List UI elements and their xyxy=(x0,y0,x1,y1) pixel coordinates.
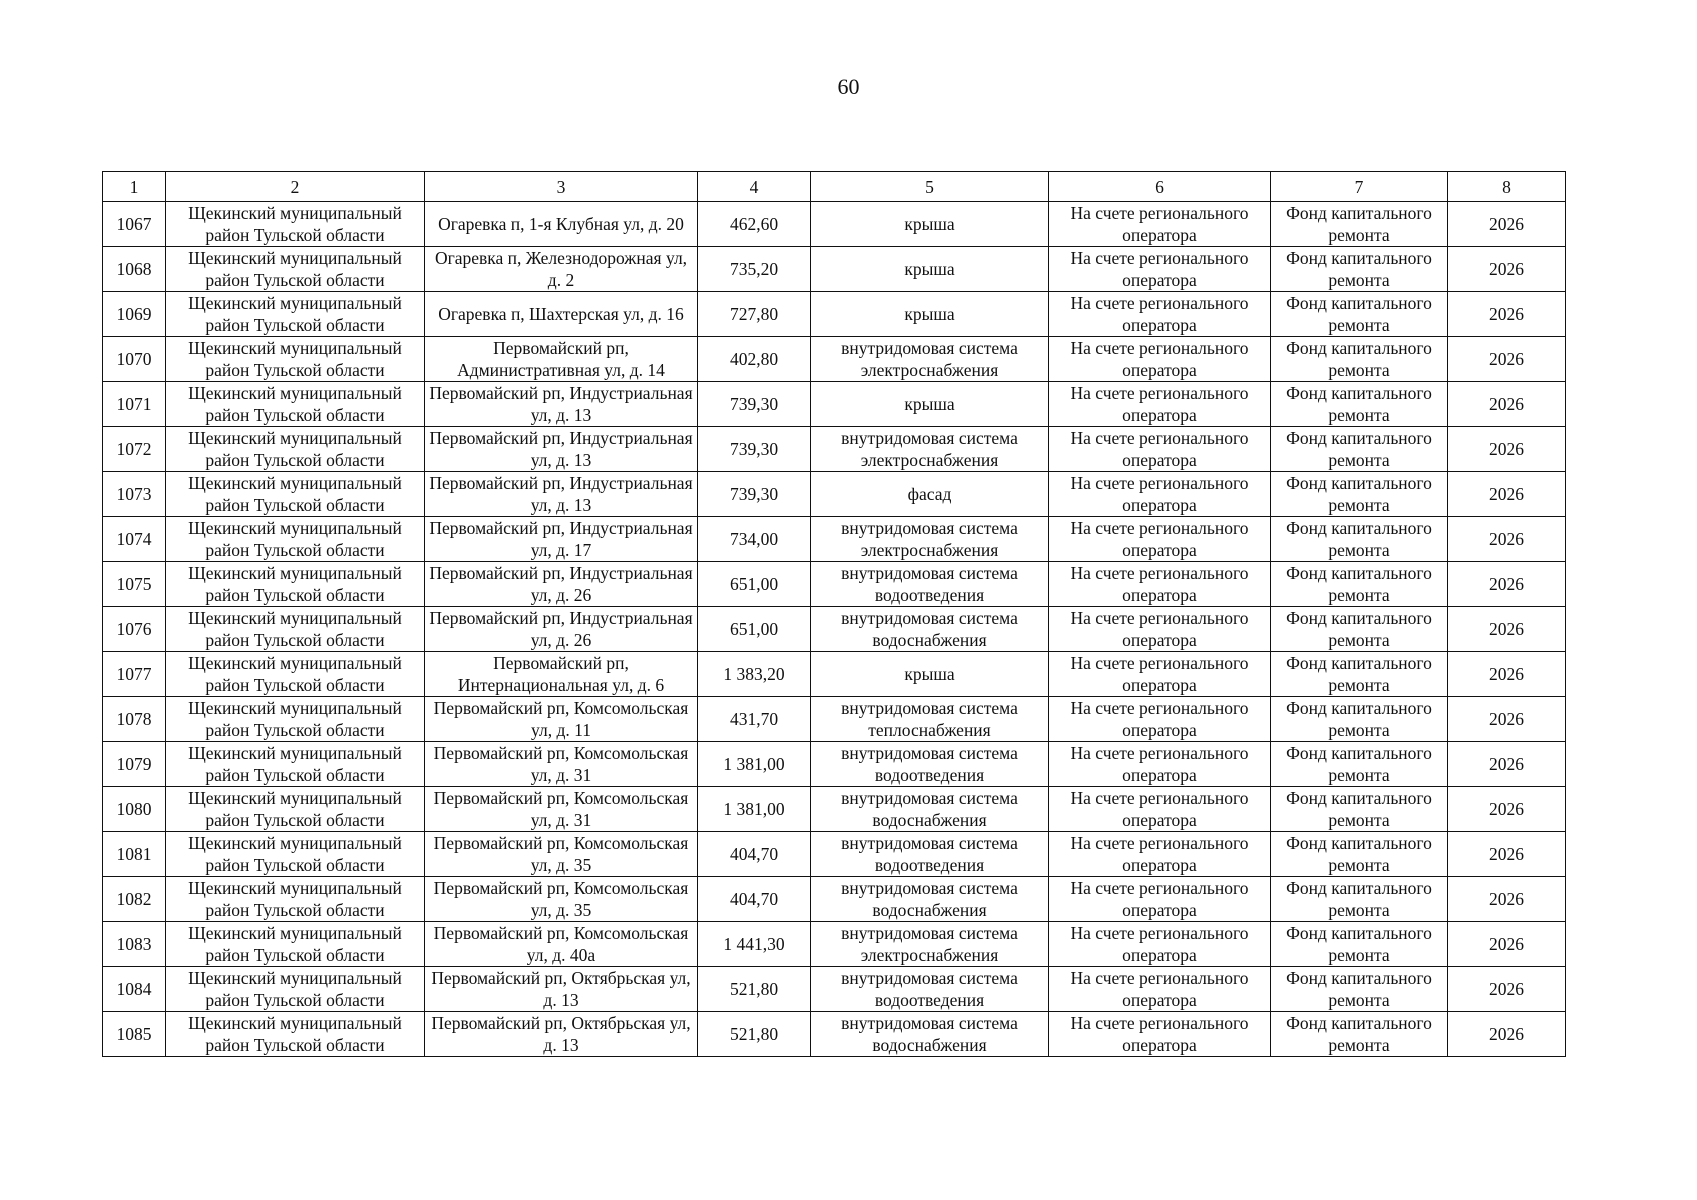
row-number-cell: 1081 xyxy=(103,832,166,877)
year-cell: 2026 xyxy=(1448,787,1566,832)
work-type-cell: внутридомовая система электроснабжения xyxy=(811,517,1049,562)
funding-source-cell: Фонд капитального ремонта xyxy=(1271,202,1448,247)
address-cell: Первомайский рп, Комсомольская ул, д. 11 xyxy=(425,697,698,742)
column-number-header: 3 xyxy=(425,172,698,202)
funding-source-cell: Фонд капитального ремонта xyxy=(1271,922,1448,967)
table-row xyxy=(103,292,1566,337)
area-cell: 1 441,30 xyxy=(698,922,811,967)
funding-account-cell: На счете регионального оператора xyxy=(1049,922,1271,967)
funding-source-cell: Фонд капитального ремонта xyxy=(1271,877,1448,922)
address-cell: Первомайский рп, Октябрьская ул, д. 13 xyxy=(425,1012,698,1057)
municipality-cell: Щекинский муниципальный район Тульской области xyxy=(166,247,425,292)
area-cell: 651,00 xyxy=(698,562,811,607)
municipality-cell: Щекинский муниципальный район Тульской области xyxy=(166,922,425,967)
year-cell: 2026 xyxy=(1448,922,1566,967)
work-type-cell: внутридомовая система водоснабжения xyxy=(811,607,1049,652)
funding-source-cell: Фонд капитального ремонта xyxy=(1271,742,1448,787)
funding-source-cell: Фонд капитального ремонта xyxy=(1271,787,1448,832)
municipality-cell: Щекинский муниципальный район Тульской области xyxy=(166,832,425,877)
funding-source-cell: Фонд капитального ремонта xyxy=(1271,562,1448,607)
area-cell: 735,20 xyxy=(698,247,811,292)
municipality-cell: Щекинский муниципальный район Тульской области xyxy=(166,742,425,787)
column-number-header: 2 xyxy=(166,172,425,202)
municipality-cell: Щекинский муниципальный район Тульской области xyxy=(166,562,425,607)
year-cell: 2026 xyxy=(1448,652,1566,697)
table-row xyxy=(103,742,1566,787)
funding-source-cell: Фонд капитального ремонта xyxy=(1271,472,1448,517)
header-row xyxy=(103,172,1566,202)
column-number-header: 1 xyxy=(103,172,166,202)
funding-source-cell: Фонд капитального ремонта xyxy=(1271,967,1448,1012)
funding-source-cell: Фонд капитального ремонта xyxy=(1271,382,1448,427)
municipality-cell: Щекинский муниципальный район Тульской области xyxy=(166,292,425,337)
table-row xyxy=(103,787,1566,832)
column-number-header: 4 xyxy=(698,172,811,202)
row-number-cell: 1067 xyxy=(103,202,166,247)
address-cell: Первомайский рп, Октябрьская ул, д. 13 xyxy=(425,967,698,1012)
funding-account-cell: На счете регионального оператора xyxy=(1049,607,1271,652)
address-cell: Первомайский рп, Индустриальная ул, д. 13 xyxy=(425,427,698,472)
work-type-cell: фасад xyxy=(811,472,1049,517)
funding-account-cell: На счете регионального оператора xyxy=(1049,517,1271,562)
table-row xyxy=(103,472,1566,517)
work-type-cell: внутридомовая система водоотведения xyxy=(811,742,1049,787)
municipality-cell: Щекинский муниципальный район Тульской области xyxy=(166,967,425,1012)
work-type-cell: крыша xyxy=(811,652,1049,697)
municipality-cell: Щекинский муниципальный район Тульской области xyxy=(166,652,425,697)
funding-account-cell: На счете регионального оператора xyxy=(1049,1012,1271,1057)
table-row xyxy=(103,202,1566,247)
year-cell: 2026 xyxy=(1448,697,1566,742)
area-cell: 727,80 xyxy=(698,292,811,337)
row-number-cell: 1077 xyxy=(103,652,166,697)
work-type-cell: крыша xyxy=(811,292,1049,337)
area-cell: 404,70 xyxy=(698,877,811,922)
year-cell: 2026 xyxy=(1448,832,1566,877)
year-cell: 2026 xyxy=(1448,292,1566,337)
year-cell: 2026 xyxy=(1448,382,1566,427)
year-cell: 2026 xyxy=(1448,337,1566,382)
funding-source-cell: Фонд капитального ремонта xyxy=(1271,652,1448,697)
work-type-cell: внутридомовая система водоотведения xyxy=(811,832,1049,877)
municipality-cell: Щекинский муниципальный район Тульской области xyxy=(166,877,425,922)
funding-source-cell: Фонд капитального ремонта xyxy=(1271,832,1448,877)
row-number-cell: 1073 xyxy=(103,472,166,517)
funding-account-cell: На счете регионального оператора xyxy=(1049,967,1271,1012)
municipality-cell: Щекинский муниципальный район Тульской области xyxy=(166,202,425,247)
column-number-header: 7 xyxy=(1271,172,1448,202)
funding-source-cell: Фонд капитального ремонта xyxy=(1271,1012,1448,1057)
column-number-header: 8 xyxy=(1448,172,1566,202)
municipality-cell: Щекинский муниципальный район Тульской области xyxy=(166,517,425,562)
table-row xyxy=(103,1012,1566,1057)
area-cell: 431,70 xyxy=(698,697,811,742)
table-row xyxy=(103,832,1566,877)
work-type-cell: крыша xyxy=(811,382,1049,427)
year-cell: 2026 xyxy=(1448,742,1566,787)
work-type-cell: внутридомовая система электроснабжения xyxy=(811,922,1049,967)
year-cell: 2026 xyxy=(1448,247,1566,292)
funding-account-cell: На счете регионального оператора xyxy=(1049,697,1271,742)
address-cell: Первомайский рп, Комсомольская ул, д. 31 xyxy=(425,742,698,787)
table-row xyxy=(103,427,1566,472)
row-number-cell: 1074 xyxy=(103,517,166,562)
year-cell: 2026 xyxy=(1448,967,1566,1012)
address-cell: Первомайский рп, Комсомольская ул, д. 40а xyxy=(425,922,698,967)
work-type-cell: внутридомовая система водоснабжения xyxy=(811,787,1049,832)
funding-account-cell: На счете регионального оператора xyxy=(1049,382,1271,427)
address-cell: Первомайский рп, Индустриальная ул, д. 26 xyxy=(425,607,698,652)
work-type-cell: внутридомовая система водоотведения xyxy=(811,967,1049,1012)
area-cell: 651,00 xyxy=(698,607,811,652)
work-type-cell: внутридомовая система электроснабжения xyxy=(811,427,1049,472)
funding-account-cell: На счете регионального оператора xyxy=(1049,472,1271,517)
work-type-cell: внутридомовая система водоотведения xyxy=(811,562,1049,607)
municipality-cell: Щекинский муниципальный район Тульской области xyxy=(166,382,425,427)
address-cell: Первомайский рп, Индустриальная ул, д. 13 xyxy=(425,382,698,427)
area-cell: 404,70 xyxy=(698,832,811,877)
area-cell: 521,80 xyxy=(698,1012,811,1057)
address-cell: Первомайский рп, Комсомольская ул, д. 35 xyxy=(425,832,698,877)
table-row xyxy=(103,337,1566,382)
address-cell: Огаревка п, 1-я Клубная ул, д. 20 xyxy=(425,202,698,247)
funding-source-cell: Фонд капитального ремонта xyxy=(1271,247,1448,292)
municipality-cell: Щекинский муниципальный район Тульской области xyxy=(166,337,425,382)
funding-account-cell: На счете регионального оператора xyxy=(1049,247,1271,292)
work-type-cell: крыша xyxy=(811,202,1049,247)
address-cell: Первомайский рп, Индустриальная ул, д. 17 xyxy=(425,517,698,562)
address-cell: Первомайский рп, Индустриальная ул, д. 13 xyxy=(425,472,698,517)
table-row xyxy=(103,967,1566,1012)
funding-source-cell: Фонд капитального ремонта xyxy=(1271,337,1448,382)
table-row xyxy=(103,922,1566,967)
capital-repair-table xyxy=(102,171,1566,1057)
municipality-cell: Щекинский муниципальный район Тульской области xyxy=(166,607,425,652)
funding-account-cell: На счете регионального оператора xyxy=(1049,652,1271,697)
row-number-cell: 1083 xyxy=(103,922,166,967)
table-row xyxy=(103,247,1566,292)
address-cell: Первомайский рп, Индустриальная ул, д. 26 xyxy=(425,562,698,607)
row-number-cell: 1075 xyxy=(103,562,166,607)
row-number-cell: 1068 xyxy=(103,247,166,292)
area-cell: 402,80 xyxy=(698,337,811,382)
row-number-cell: 1072 xyxy=(103,427,166,472)
row-number-cell: 1084 xyxy=(103,967,166,1012)
page-number: 60 xyxy=(837,74,860,99)
area-cell: 1 381,00 xyxy=(698,787,811,832)
work-type-cell: внутридомовая система электроснабжения xyxy=(811,337,1049,382)
area-cell: 462,60 xyxy=(698,202,811,247)
area-cell: 739,30 xyxy=(698,427,811,472)
table-body xyxy=(103,202,1566,1057)
funding-account-cell: На счете регионального оператора xyxy=(1049,202,1271,247)
municipality-cell: Щекинский муниципальный район Тульской области xyxy=(166,427,425,472)
funding-account-cell: На счете регионального оператора xyxy=(1049,427,1271,472)
row-number-cell: 1078 xyxy=(103,697,166,742)
table-row xyxy=(103,562,1566,607)
address-cell: Первомайский рп, Интернациональная ул, д. 6 xyxy=(425,652,698,697)
area-cell: 739,30 xyxy=(698,382,811,427)
area-cell: 1 381,00 xyxy=(698,742,811,787)
address-cell: Огаревка п, Шахтерская ул, д. 16 xyxy=(425,292,698,337)
funding-account-cell: На счете регионального оператора xyxy=(1049,337,1271,382)
work-type-cell: крыша xyxy=(811,247,1049,292)
row-number-cell: 1071 xyxy=(103,382,166,427)
column-number-header: 5 xyxy=(811,172,1049,202)
year-cell: 2026 xyxy=(1448,202,1566,247)
table-row xyxy=(103,517,1566,562)
funding-account-cell: На счете регионального оператора xyxy=(1049,787,1271,832)
area-cell: 521,80 xyxy=(698,967,811,1012)
year-cell: 2026 xyxy=(1448,562,1566,607)
row-number-cell: 1082 xyxy=(103,877,166,922)
funding-source-cell: Фонд капитального ремонта xyxy=(1271,607,1448,652)
year-cell: 2026 xyxy=(1448,607,1566,652)
area-cell: 734,00 xyxy=(698,517,811,562)
funding-account-cell: На счете регионального оператора xyxy=(1049,292,1271,337)
municipality-cell: Щекинский муниципальный район Тульской области xyxy=(166,1012,425,1057)
funding-source-cell: Фонд капитального ремонта xyxy=(1271,517,1448,562)
funding-source-cell: Фонд капитального ремонта xyxy=(1271,697,1448,742)
year-cell: 2026 xyxy=(1448,472,1566,517)
year-cell: 2026 xyxy=(1448,517,1566,562)
address-cell: Первомайский рп, Комсомольская ул, д. 31 xyxy=(425,787,698,832)
table-row xyxy=(103,697,1566,742)
area-cell: 1 383,20 xyxy=(698,652,811,697)
municipality-cell: Щекинский муниципальный район Тульской области xyxy=(166,472,425,517)
year-cell: 2026 xyxy=(1448,877,1566,922)
year-cell: 2026 xyxy=(1448,427,1566,472)
address-cell: Первомайский рп, Комсомольская ул, д. 35 xyxy=(425,877,698,922)
funding-account-cell: На счете регионального оператора xyxy=(1049,562,1271,607)
table-row xyxy=(103,607,1566,652)
work-type-cell: внутридомовая система водоснабжения xyxy=(811,1012,1049,1057)
table-header xyxy=(103,172,1566,202)
row-number-cell: 1070 xyxy=(103,337,166,382)
row-number-cell: 1069 xyxy=(103,292,166,337)
table-row xyxy=(103,652,1566,697)
table-row xyxy=(103,382,1566,427)
address-cell: Огаревка п, Железнодорожная ул, д. 2 xyxy=(425,247,698,292)
municipality-cell: Щекинский муниципальный район Тульской области xyxy=(166,787,425,832)
work-type-cell: внутридомовая система водоснабжения xyxy=(811,877,1049,922)
funding-account-cell: На счете регионального оператора xyxy=(1049,877,1271,922)
work-type-cell: внутридомовая система теплоснабжения xyxy=(811,697,1049,742)
table-row xyxy=(103,877,1566,922)
year-cell: 2026 xyxy=(1448,1012,1566,1057)
funding-account-cell: На счете регионального оператора xyxy=(1049,832,1271,877)
funding-account-cell: На счете регионального оператора xyxy=(1049,742,1271,787)
row-number-cell: 1085 xyxy=(103,1012,166,1057)
area-cell: 739,30 xyxy=(698,472,811,517)
funding-source-cell: Фонд капитального ремонта xyxy=(1271,427,1448,472)
row-number-cell: 1079 xyxy=(103,742,166,787)
column-number-header: 6 xyxy=(1049,172,1271,202)
funding-source-cell: Фонд капитального ремонта xyxy=(1271,292,1448,337)
row-number-cell: 1076 xyxy=(103,607,166,652)
address-cell: Первомайский рп, Административная ул, д. 14 xyxy=(425,337,698,382)
row-number-cell: 1080 xyxy=(103,787,166,832)
municipality-cell: Щекинский муниципальный район Тульской области xyxy=(166,697,425,742)
